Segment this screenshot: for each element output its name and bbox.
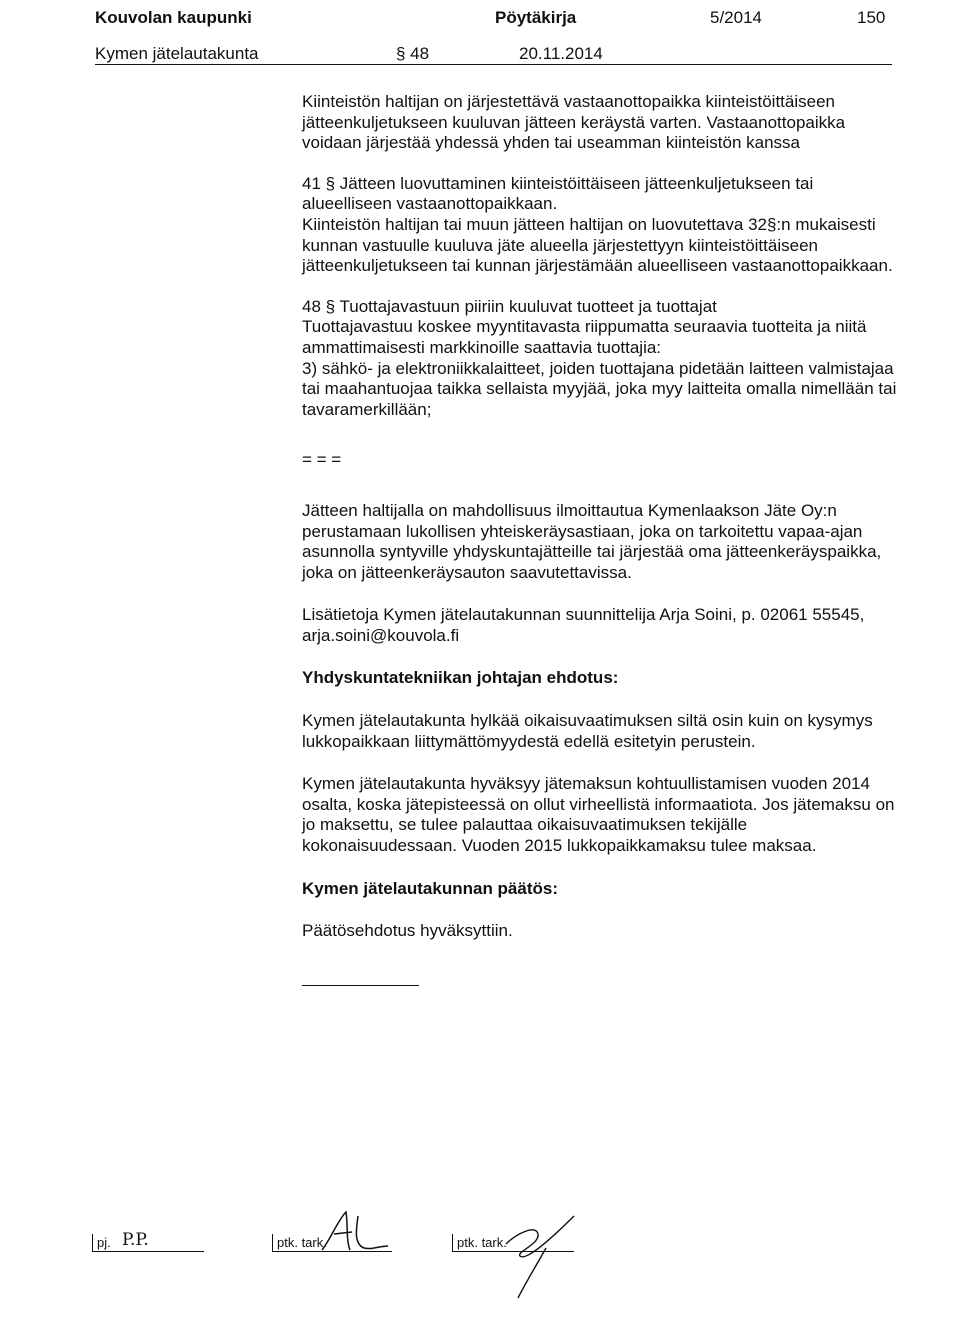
section-number: § 48 bbox=[396, 44, 430, 63]
doc-number: 5/2014 bbox=[710, 8, 762, 27]
paragraph: 3) sähkö- ja elektroniikkalaitteet, joiden tuottajana pidetään laitteen valmistajaa tai maahantuojaa taikka sellaista myyjää, joka myy laitteita omalla nimellään tai tavaramerkillään; bbox=[302, 358, 897, 419]
end-rule bbox=[302, 985, 419, 986]
paragraph: Kiinteistön haltijan on järjestettävä vastaanottopaikka kiinteistöittäiseen jätteenkuljetukseen kuuluvan jätteen keräystä varten. Vastaanottopaikka voidaan järjestää yhdessä yhden tai useamman kiinteistön kanssa bbox=[302, 92, 846, 153]
chair-signature-box bbox=[92, 1230, 204, 1252]
paragraph: Kiinteistön haltijan tai muun jätteen haltijan on luovutettava 32§:n mukaisesti kunnan vastuulle kuuluva jäte alueella järjestettyyn kiinteistöittäiseen jätteenkuljetukseen tai kunnan järjestämään alueelliseen vastaanottopaikkaan. bbox=[302, 214, 893, 276]
document-body bbox=[302, 92, 902, 942]
contact-info: Lisätietoja Kymen jätelautakunnan suunnittelija Arja Soini, p. 02061 55545, arja.soini@kouvola.fi bbox=[302, 605, 865, 645]
meeting-date: 20.11.2014 bbox=[519, 44, 603, 63]
chair-initials: P.P. bbox=[122, 1230, 149, 1250]
regulation-48-heading: 48 § Tuottajavastuun piiriin kuuluvat tuotteet ja tuottajat bbox=[302, 296, 717, 316]
checker1-signature bbox=[320, 1210, 390, 1254]
org-name: Kouvolan kaupunki bbox=[95, 8, 252, 27]
paragraph: Kymen jätelautakunta hylkää oikaisuvaatimuksen siltä osin kuin on kysymys lukkopaikkaan liittymättömyydestä edellä esitetyin perustein. bbox=[302, 711, 873, 751]
decision-heading: Kymen jätelautakunnan päätös: bbox=[302, 878, 559, 898]
checker2-signature bbox=[496, 1204, 576, 1300]
separator-text: = = = bbox=[302, 450, 342, 470]
chair-label: pj. bbox=[97, 1235, 111, 1250]
checker1-signature-box bbox=[272, 1230, 392, 1252]
header-rule bbox=[95, 64, 892, 65]
committee-name: Kymen jätelautakunta bbox=[95, 44, 259, 63]
page-number: 150 bbox=[857, 8, 886, 27]
paragraph: Jätteen haltijalla on mahdollisuus ilmoittautua Kymenlaakson Jäte Oy:n perustamaan lukollisen yhteiskeräysastiaan, joka on tarkoitettu vapaa-ajan asunnolla syntyville yhdyskuntajätteille tai järjestää oma jätteenkeräyspaikka, joka on jätteenkeräysauton saavutettavissa. bbox=[302, 500, 882, 582]
checker2-signature-box bbox=[452, 1230, 574, 1252]
paragraph: Kymen jätelautakunta hyväksyy jätemaksun kohtuullistamisen vuoden 2014 osalta, koska jätepisteessä on ollut virheellistä informaatiota. Jos jätemaksu on jo maksettu, se tulee palauttaa oikaisuvaatimuksen tekijälle kokonaisuudessaan. Vuoden 2015 lukkopaikkamaksu tulee maksaa. bbox=[302, 774, 895, 856]
checker1-label: ptk. tark. bbox=[277, 1235, 327, 1250]
proposal-heading: Yhdyskuntatekniikan johtajan ehdotus: bbox=[302, 668, 619, 688]
regulation-41-heading: 41 § Jätteen luovuttaminen kiinteistöittäiseen jätteenkuljetukseen tai alueelliseen vastaanottopaikkaan. bbox=[302, 173, 814, 214]
doc-type: Pöytäkirja bbox=[495, 8, 577, 27]
checker2-label: ptk. tark. bbox=[457, 1235, 507, 1250]
paragraph: Tuottajavastuu koskee myyntitavasta riippumatta seuraavia tuotteita ja niitä ammattimaisesti markkinoille saattavia tuottajia: bbox=[302, 317, 867, 357]
decision-text: Päätösehdotus hyväksyttiin. bbox=[302, 921, 513, 941]
